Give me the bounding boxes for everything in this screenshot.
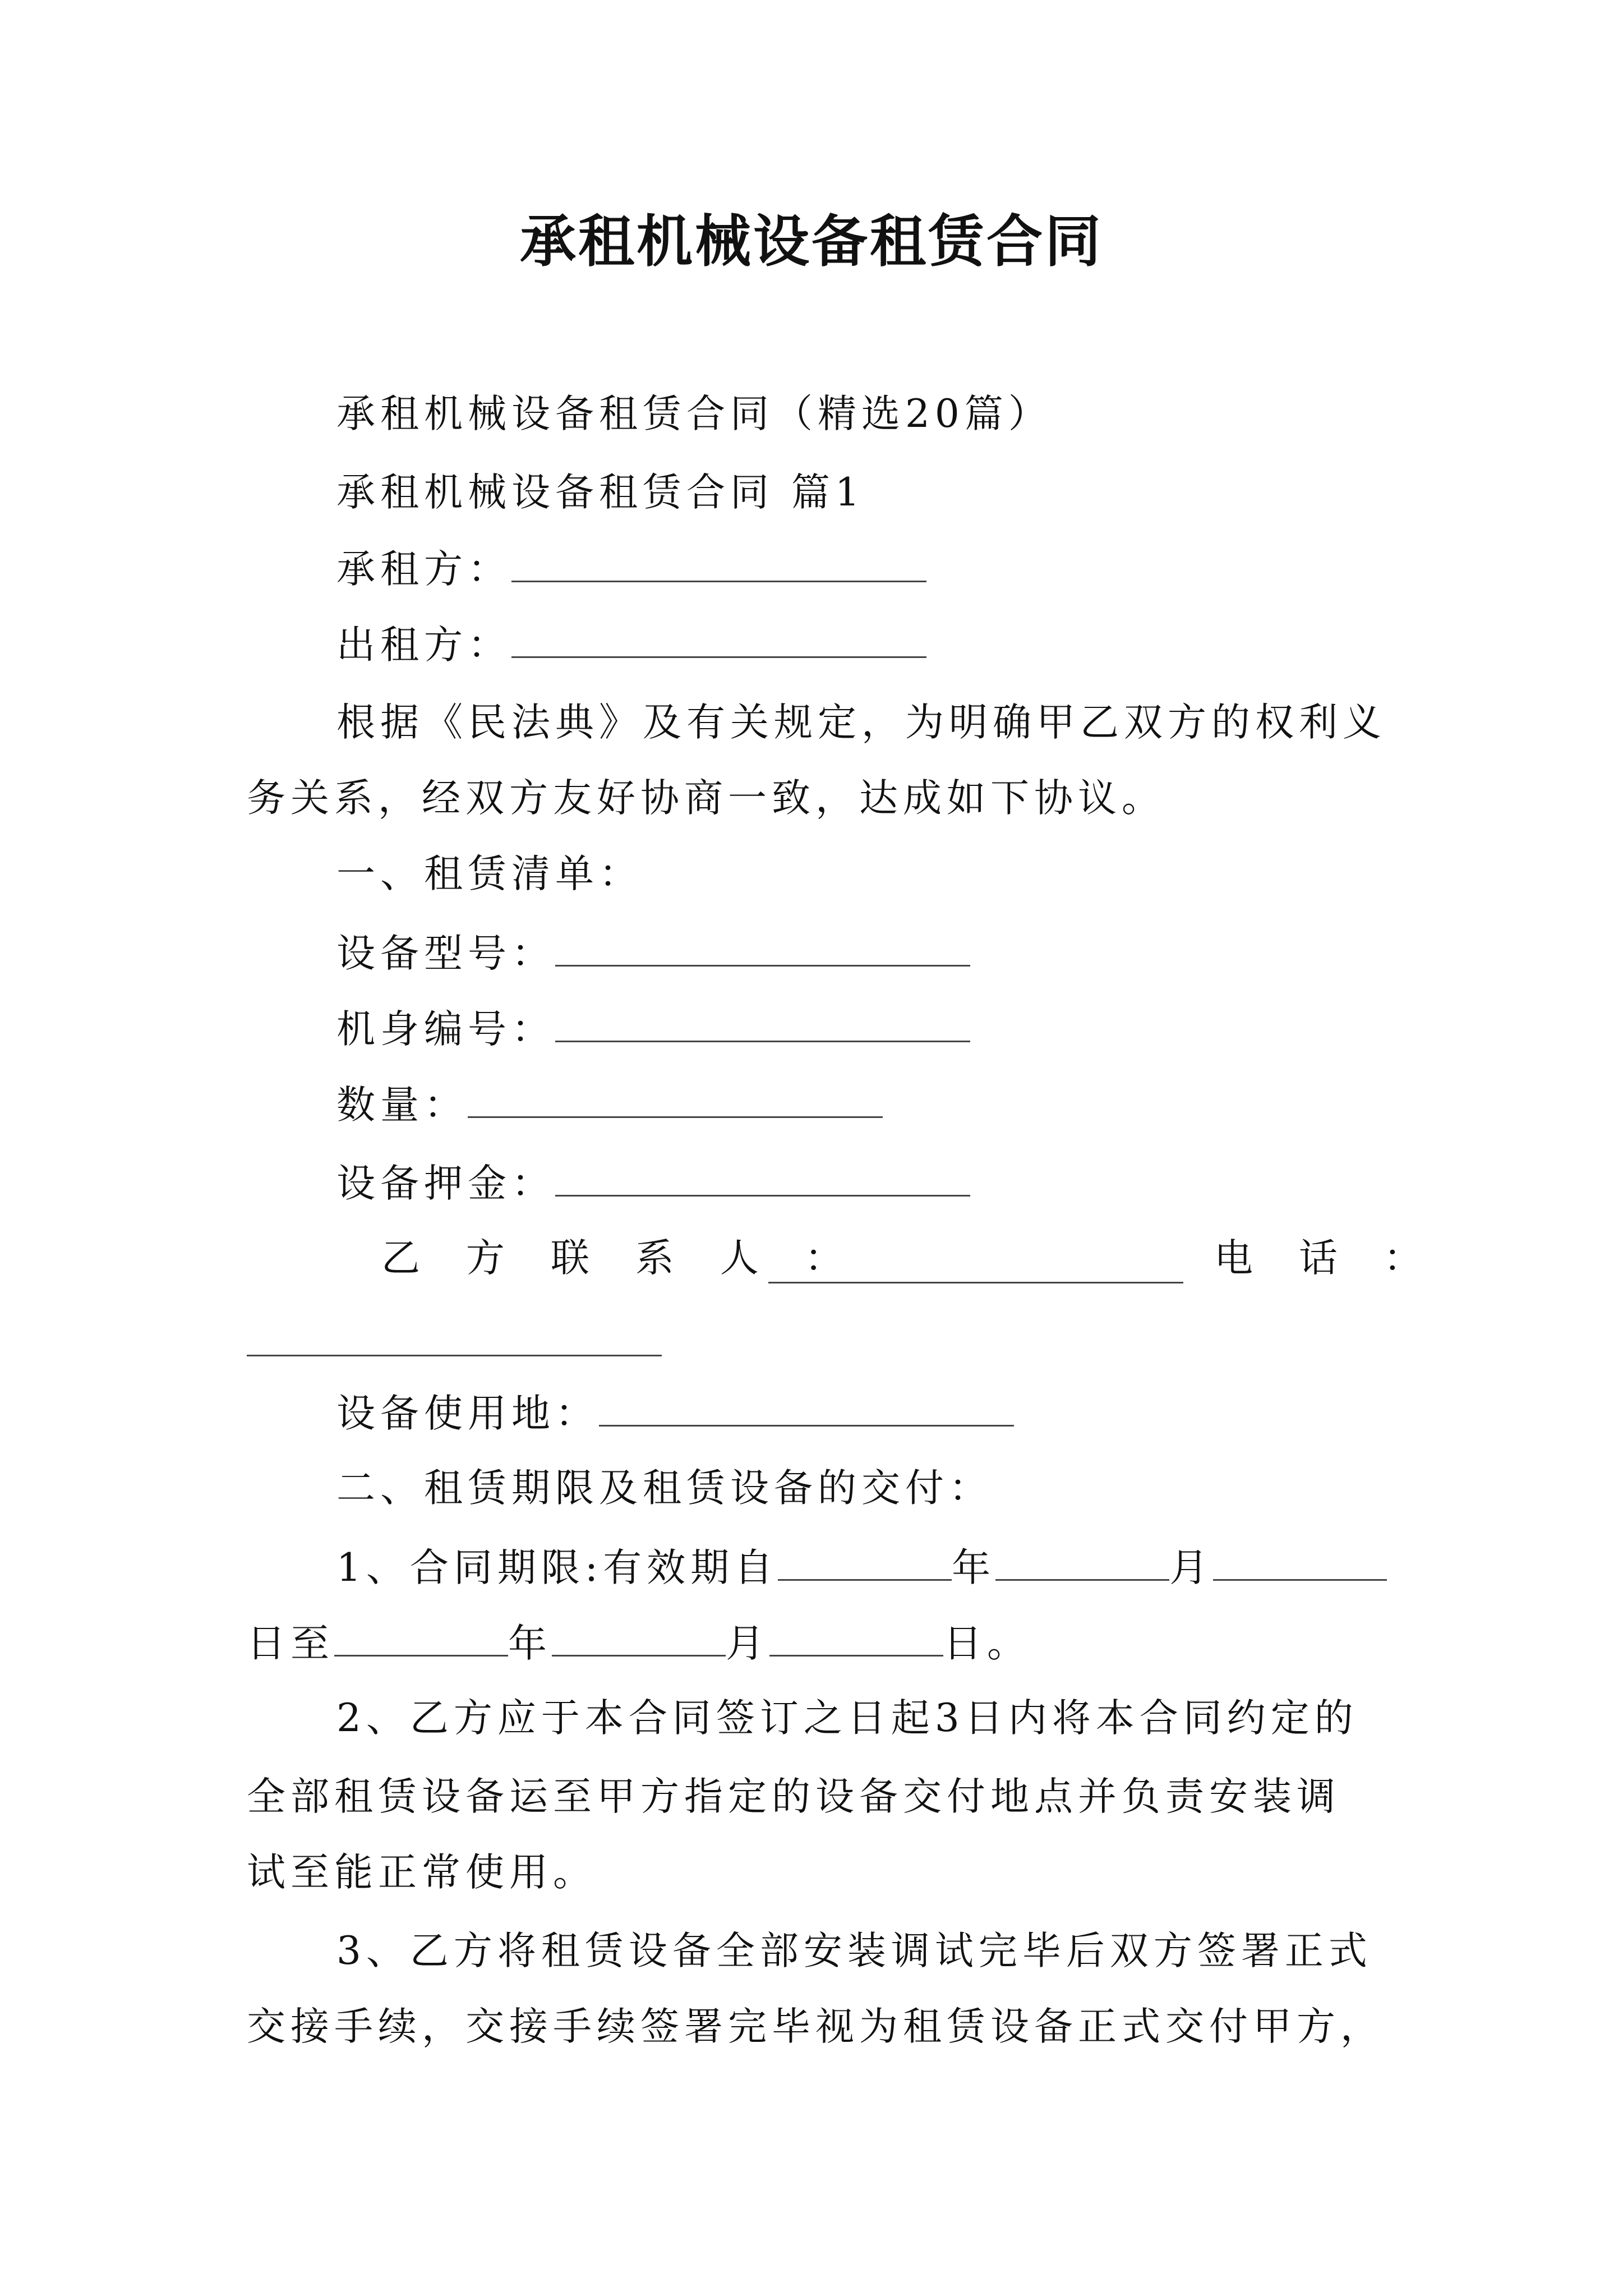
lessor-blank[interactable] xyxy=(511,617,926,658)
term-row-1 xyxy=(336,1540,1387,1595)
end-year-label: 年 xyxy=(508,1621,552,1666)
quantity-label: 数量： xyxy=(336,1083,468,1128)
quantity-row xyxy=(336,1077,883,1132)
phone-row xyxy=(1214,1231,1439,1285)
end-month-blank[interactable] xyxy=(552,1616,726,1657)
document-title: 承租机械设备租赁合同 xyxy=(520,208,1103,274)
usage-location-row xyxy=(336,1386,1014,1441)
clause-1-heading: 一、租赁清单： xyxy=(336,852,643,896)
serial-number-row xyxy=(336,1001,970,1056)
item-2-line-3: 试至能正常使用。 xyxy=(247,1850,597,1895)
contact-blank[interactable] xyxy=(768,1243,1183,1283)
equipment-model-blank[interactable] xyxy=(555,926,970,967)
phone-label: 电 话 ： xyxy=(1214,1236,1439,1281)
lessor-row xyxy=(336,617,926,672)
item-3-line-2: 交接手续，交接手续签署完毕视为租赁设备正式交付甲方， xyxy=(247,2004,1384,2049)
usage-location-label: 设备使用地： xyxy=(336,1391,599,1436)
equipment-model-row xyxy=(336,926,970,981)
lessee-blank[interactable] xyxy=(511,541,926,582)
quantity-blank[interactable] xyxy=(468,1077,883,1118)
deposit-row xyxy=(336,1156,970,1211)
lessee-label: 承租方： xyxy=(336,547,511,592)
contact-label: 乙 方 联 系 人 ： xyxy=(381,1236,860,1281)
start-month-label: 月 xyxy=(1169,1545,1214,1590)
start-year-label: 年 xyxy=(952,1545,996,1590)
day-to-label: 日至 xyxy=(247,1621,334,1666)
end-month-label: 月 xyxy=(726,1621,769,1666)
usage-location-blank[interactable] xyxy=(599,1386,1014,1427)
end-year-blank[interactable] xyxy=(334,1616,508,1657)
term-prefix: 1、合同期限:有效期自 xyxy=(336,1545,778,1590)
item-2-line-2: 全部租赁设备运至甲方指定的设备交付地点并负责安装调 xyxy=(247,1774,1340,1819)
term-row-2 xyxy=(247,1616,1031,1671)
deposit-label: 设备押金： xyxy=(336,1161,555,1206)
day-end-label: 日。 xyxy=(943,1621,1031,1666)
serial-number-label: 机身编号： xyxy=(336,1007,555,1052)
lessor-label: 出租方： xyxy=(336,623,511,668)
lessee-row xyxy=(336,541,926,596)
start-year-blank[interactable] xyxy=(778,1540,952,1581)
document-subtitle: 承租机械设备租赁合同（精选20篇） xyxy=(336,392,1052,436)
equipment-model-label: 设备型号： xyxy=(336,931,555,976)
end-day-blank[interactable] xyxy=(769,1616,943,1657)
start-month-blank[interactable] xyxy=(995,1540,1169,1581)
intro-line-2: 务关系，经双方友好协商一致，达成如下协议。 xyxy=(247,776,1165,821)
clause-2-heading: 二、租赁期限及租赁设备的交付： xyxy=(336,1466,993,1511)
start-day-blank[interactable] xyxy=(1213,1540,1387,1581)
deposit-blank[interactable] xyxy=(555,1156,970,1197)
item-2-line-1: 2、乙方应于本合同签订之日起3日内将本合同约定的 xyxy=(336,1696,1358,1741)
phone-blank[interactable] xyxy=(247,1315,662,1356)
intro-line-1: 根据《民法典》及有关规定，为明确甲乙双方的权利义 xyxy=(336,700,1386,745)
section-heading: 承租机械设备租赁合同 篇1 xyxy=(336,470,865,515)
serial-number-blank[interactable] xyxy=(555,1001,970,1042)
item-3-line-1: 3、乙方将租赁设备全部安装调试完毕后双方签署正式 xyxy=(336,1929,1372,1973)
